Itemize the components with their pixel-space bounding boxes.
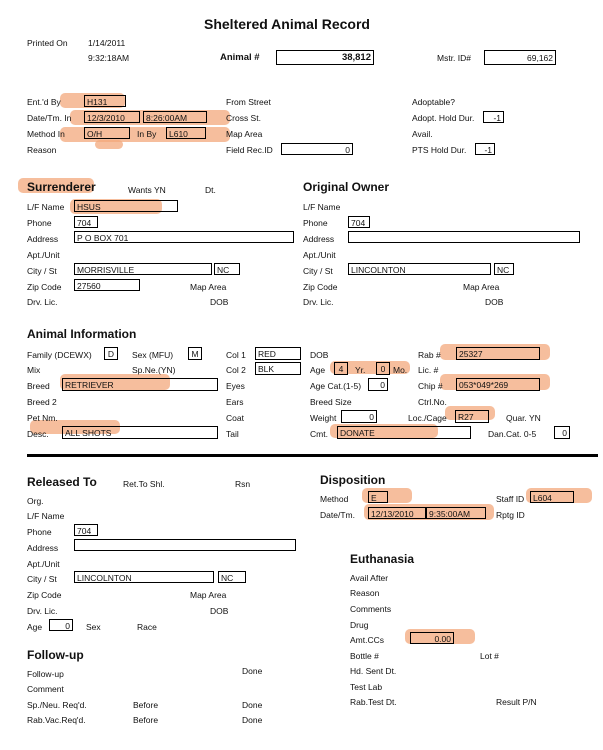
followup-label: Follow-up bbox=[27, 669, 64, 679]
highlight-marker bbox=[95, 140, 123, 149]
col2-field[interactable]: BLK bbox=[255, 362, 301, 375]
amt-ccs-label: Amt.CCs bbox=[350, 635, 384, 645]
desc-label: Desc. bbox=[27, 429, 49, 439]
rel-city-field[interactable]: LINCOLNTON bbox=[74, 571, 214, 583]
surr-phone-field[interactable]: 704 bbox=[74, 216, 98, 228]
col1-field[interactable]: RED bbox=[255, 347, 301, 360]
ears-label: Ears bbox=[226, 397, 244, 407]
map-area-label: Map Area bbox=[226, 129, 263, 139]
pts-hold-label: PTS Hold Dur. bbox=[412, 145, 467, 155]
printed-on-label: Printed On bbox=[27, 38, 68, 48]
method-in-label: Method In bbox=[27, 129, 65, 139]
time-in-field[interactable]: 8:26:00AM bbox=[143, 111, 207, 123]
comments-label: Comments bbox=[350, 604, 392, 614]
age-mo-field[interactable]: 0 bbox=[376, 362, 390, 375]
pet-name-label: Pet Nm. bbox=[27, 413, 58, 423]
rabvac-before-label: Before bbox=[133, 715, 159, 725]
date-in-label: Date/Tm. In bbox=[27, 113, 72, 123]
surr-zip-label: Zip Code bbox=[27, 282, 62, 292]
mix-label: Mix bbox=[27, 365, 41, 375]
original-owner-heading: Original Owner bbox=[303, 180, 390, 194]
drug-label: Drug bbox=[350, 620, 369, 630]
rabvac-done-label: Done bbox=[242, 715, 263, 725]
animal-number-field[interactable]: 38,812 bbox=[276, 50, 374, 65]
followup-heading: Follow-up bbox=[27, 648, 84, 662]
owner-phone-label: Phone bbox=[303, 218, 328, 228]
followup-done-label: Done bbox=[242, 666, 263, 676]
rel-phone-label: Phone bbox=[27, 527, 52, 537]
staff-id-field[interactable]: L604 bbox=[530, 491, 574, 503]
released-to-heading: Released To bbox=[27, 475, 97, 489]
rel-address-label: Address bbox=[27, 543, 59, 553]
lot-label: Lot # bbox=[480, 651, 499, 661]
dt-label: Dt. bbox=[205, 185, 216, 195]
sex-label: Sex (MFU) bbox=[132, 350, 174, 360]
spneu-done-label: Done bbox=[242, 700, 263, 710]
method-in-field[interactable]: O/H bbox=[84, 127, 130, 139]
rab-label: Rab # bbox=[418, 350, 441, 360]
rel-city-label: City / St bbox=[27, 574, 57, 584]
surr-drv-lic-label: Drv. Lic. bbox=[27, 297, 58, 307]
rel-state-field[interactable]: NC bbox=[218, 571, 246, 583]
owner-city-label: City / St bbox=[303, 266, 333, 276]
quar-label: Quar. YN bbox=[506, 413, 541, 423]
breed2-label: Breed 2 bbox=[27, 397, 57, 407]
rel-age-label: Age bbox=[27, 622, 43, 632]
rel-age-field[interactable]: 0 bbox=[49, 619, 73, 631]
surr-city-field[interactable]: MORRISVILLE bbox=[74, 263, 212, 275]
adopt-hold-label: Adopt. Hold Dur. bbox=[412, 113, 475, 123]
dan-cat-label: Dan.Cat. 0-5 bbox=[488, 429, 537, 439]
hd-sent-label: Hd. Sent Dt. bbox=[350, 666, 397, 676]
reason-label: Reason bbox=[27, 145, 57, 155]
date-in-field[interactable]: 12/3/2010 bbox=[84, 111, 140, 123]
disp-method-field[interactable]: E bbox=[368, 491, 388, 503]
spneu-label: Sp./Neu. Req'd. bbox=[27, 700, 87, 710]
euth-reason-label: Reason bbox=[350, 588, 380, 598]
test-lab-label: Test Lab bbox=[350, 682, 383, 692]
rel-sex-label: Sex bbox=[86, 622, 101, 632]
owner-zip-label: Zip Code bbox=[303, 282, 338, 292]
printed-time: 9:32:18AM bbox=[88, 53, 130, 63]
loc-cage-label: Loc./Cage bbox=[408, 413, 447, 423]
owner-state-field[interactable]: NC bbox=[494, 263, 514, 275]
age-cat-field[interactable]: 0 bbox=[368, 378, 388, 391]
rel-phone-field[interactable]: 704 bbox=[74, 524, 98, 536]
age-yr-label: Yr. bbox=[355, 365, 366, 375]
chip-label: Chip # bbox=[418, 381, 443, 391]
col1-label: Col 1 bbox=[226, 350, 246, 360]
rab-test-label: Rab.Test Dt. bbox=[350, 697, 397, 707]
comment-label: Comment bbox=[27, 684, 64, 694]
owner-drv-lic-label: Drv. Lic. bbox=[303, 297, 334, 307]
euthanasia-heading: Euthanasia bbox=[350, 552, 415, 566]
rel-lf-name-label: L/F Name bbox=[27, 511, 65, 521]
owner-phone-field[interactable]: 704 bbox=[348, 216, 370, 228]
avail-label: Avail. bbox=[412, 129, 433, 139]
section-divider bbox=[27, 454, 598, 457]
ret-to-shl-label: Ret.To Shl. bbox=[123, 479, 165, 489]
disp-datetm-label: Date/Tm. bbox=[320, 510, 355, 520]
from-street-label: From Street bbox=[226, 97, 271, 107]
breed-size-label: Breed Size bbox=[310, 397, 352, 407]
owner-lf-name-label: L/F Name bbox=[303, 202, 341, 212]
pts-hold-field[interactable]: -1 bbox=[475, 143, 495, 155]
owner-address-label: Address bbox=[303, 234, 335, 244]
cross-st-label: Cross St. bbox=[226, 113, 261, 123]
age-mo-label: Mo. bbox=[393, 365, 408, 375]
disp-date-field[interactable]: 12/13/2010 bbox=[368, 507, 426, 519]
chip-field[interactable]: 053*049*269 bbox=[456, 378, 540, 391]
rel-race-label: Race bbox=[137, 622, 157, 632]
rel-drv-lic-label: Drv. Lic. bbox=[27, 606, 58, 616]
coat-label: Coat bbox=[226, 413, 244, 423]
breed-label: Breed bbox=[27, 381, 50, 391]
surrenderer-heading: Surrenderer bbox=[27, 180, 96, 194]
rsn-label: Rsn bbox=[235, 479, 251, 489]
owner-apt-label: Apt./Unit bbox=[303, 250, 336, 260]
spneu-before-label: Before bbox=[133, 700, 159, 710]
in-by-field[interactable]: L610 bbox=[166, 127, 206, 139]
surr-state-field[interactable]: NC bbox=[214, 263, 240, 275]
lic-label: Lic. # bbox=[418, 365, 439, 375]
rel-apt-label: Apt./Unit bbox=[27, 559, 60, 569]
rab-field[interactable]: 25327 bbox=[456, 347, 540, 360]
rabvac-label: Rab.Vac.Req'd. bbox=[27, 715, 86, 725]
breed-field[interactable]: RETRIEVER bbox=[62, 378, 218, 391]
surr-lf-name-label: L/F Name bbox=[27, 202, 65, 212]
ctrl-no-label: Ctrl.No. bbox=[418, 397, 447, 407]
owner-dob-label: DOB bbox=[485, 297, 504, 307]
field-rec-field[interactable]: 0 bbox=[281, 143, 353, 155]
age-label: Age bbox=[310, 365, 326, 375]
amt-ccs-field[interactable]: 0.00 bbox=[410, 632, 454, 644]
weight-field[interactable]: 0 bbox=[341, 410, 377, 423]
surr-dob-label: DOB bbox=[210, 297, 229, 307]
entd-by-label: Ent.'d By bbox=[27, 97, 61, 107]
printed-date: 1/14/2011 bbox=[88, 38, 126, 48]
bottle-label: Bottle # bbox=[350, 651, 379, 661]
loc-cage-field[interactable]: R27 bbox=[455, 410, 489, 423]
entd-by-field[interactable]: H131 bbox=[84, 95, 126, 107]
animal-dob-label: DOB bbox=[310, 350, 329, 360]
owner-city-field[interactable]: LINCOLNTON bbox=[348, 263, 491, 275]
surr-map-area-label: Map Area bbox=[190, 282, 227, 292]
result-label: Result P/N bbox=[496, 697, 537, 707]
rel-map-area-label: Map Area bbox=[190, 590, 227, 600]
disp-method-label: Method bbox=[320, 494, 349, 504]
desc-field[interactable]: ALL SHOTS bbox=[62, 426, 218, 439]
owner-map-area-label: Map Area bbox=[463, 282, 500, 292]
disposition-heading: Disposition bbox=[320, 473, 386, 487]
wants-yn-label: Wants YN bbox=[128, 185, 166, 195]
surr-lf-name-field[interactable]: HSUS bbox=[74, 200, 178, 212]
col2-label: Col 2 bbox=[226, 365, 246, 375]
field-rec-label: Field Rec.ID bbox=[226, 145, 273, 155]
rel-zip-label: Zip Code bbox=[27, 590, 62, 600]
age-field[interactable]: 4 bbox=[334, 362, 348, 375]
tail-label: Tail bbox=[226, 429, 239, 439]
surr-city-label: City / St bbox=[27, 266, 57, 276]
animal-info-heading: Animal Information bbox=[27, 327, 137, 341]
surr-address-label: Address bbox=[27, 234, 59, 244]
sex-field[interactable]: M bbox=[188, 347, 202, 360]
surr-zip-field[interactable]: 27560 bbox=[74, 279, 140, 291]
mstr-id-label: Mstr. ID# bbox=[437, 53, 472, 63]
org-label: Org. bbox=[27, 496, 44, 506]
adopt-hold-field[interactable]: -1 bbox=[483, 111, 504, 123]
page-title: Sheltered Animal Record bbox=[204, 16, 370, 32]
family-field[interactable]: D bbox=[104, 347, 118, 360]
owner-address-field[interactable] bbox=[348, 231, 580, 243]
adoptable-label: Adoptable? bbox=[412, 97, 456, 107]
family-label: Family (DCEWX) bbox=[27, 350, 92, 360]
surr-phone-label: Phone bbox=[27, 218, 52, 228]
animal-number-label: Animal # bbox=[220, 52, 260, 63]
spne-label: Sp.Ne.(YN) bbox=[132, 365, 176, 375]
rptg-id-label: Rptg ID bbox=[496, 510, 525, 520]
weight-label: Weight bbox=[310, 413, 337, 423]
in-by-label: In By bbox=[137, 129, 157, 139]
age-cat-label: Age Cat.(1-5) bbox=[310, 381, 362, 391]
surr-address-field[interactable]: P O BOX 701 bbox=[74, 231, 294, 243]
rel-address-field[interactable] bbox=[74, 539, 296, 551]
rel-dob-label: DOB bbox=[210, 606, 229, 616]
cmt-field[interactable]: DONATE bbox=[337, 426, 471, 439]
mstr-id-field[interactable]: 69,162 bbox=[484, 50, 556, 65]
disp-time-field[interactable]: 9:35:00AM bbox=[426, 507, 486, 519]
surr-apt-label: Apt./Unit bbox=[27, 250, 60, 260]
dan-cat-field[interactable]: 0 bbox=[554, 426, 570, 439]
cmt-label: Cmt. bbox=[310, 429, 328, 439]
staff-id-label: Staff ID bbox=[496, 494, 525, 504]
eyes-label: Eyes bbox=[226, 381, 245, 391]
avail-after-label: Avail After bbox=[350, 573, 389, 583]
